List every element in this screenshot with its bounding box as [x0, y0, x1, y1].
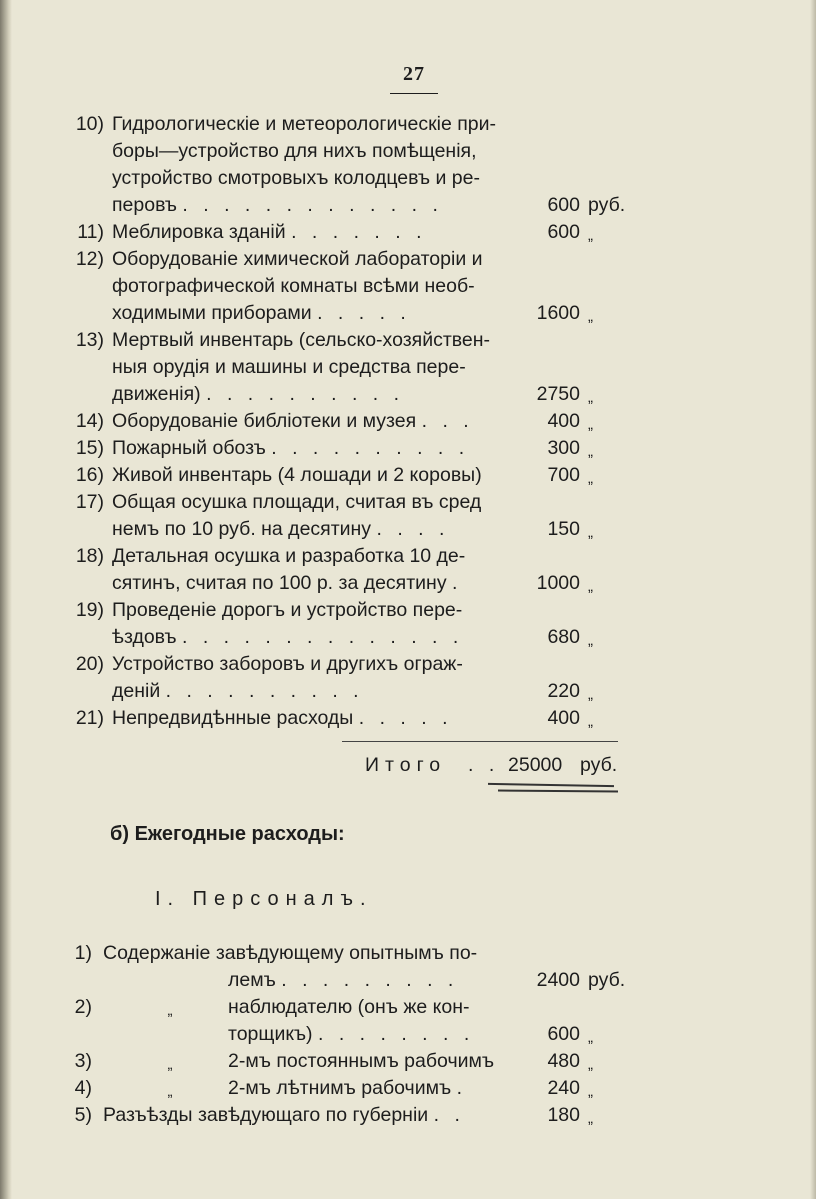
- item-number: 17): [75, 491, 104, 513]
- item-text-last: немъ по 10 руб. на десятину . . . .: [112, 518, 450, 540]
- item-amount: 600: [547, 221, 580, 243]
- subsection-heading: I. Персоналъ.: [155, 888, 373, 910]
- item-amount: 600: [547, 194, 580, 216]
- item-number: 12): [75, 248, 104, 270]
- ditto-mark: „: [588, 578, 593, 595]
- ditto-mark: „: [588, 227, 593, 244]
- page-edge-left: [0, 0, 12, 1199]
- item-number: 19): [75, 599, 104, 621]
- ditto-mark: „: [588, 416, 593, 433]
- item-amount: 400: [547, 707, 580, 729]
- item-text-line: Гидрологическіе и метеорологическіе при-: [112, 113, 497, 135]
- item-unit: руб.: [588, 969, 626, 991]
- item-amount: 2400: [536, 969, 580, 991]
- item-amount: 150: [547, 518, 580, 540]
- item-number: 10): [75, 113, 104, 135]
- item-amount: 600: [547, 1023, 580, 1045]
- item-number: 14): [75, 410, 104, 432]
- item-text-last: перовъ . . . . . . . . . . . . .: [112, 194, 443, 216]
- item-text-line: Проведеніе дорогъ и устройство пере-: [112, 599, 463, 621]
- item-text-last: торщикъ) . . . . . . . .: [228, 1023, 475, 1045]
- item-text-line: Детальная осушка и разработка 10 де-: [112, 545, 466, 567]
- total-amount: 25000: [508, 754, 563, 776]
- item-text-last: ходимыми приборами . . . . .: [112, 302, 411, 324]
- item-text-last: Меблировка зданій . . . . . . .: [112, 221, 427, 243]
- item-number: 20): [75, 653, 104, 675]
- item-text-line: Устройство заборовъ и другихъ ограж-: [112, 653, 463, 675]
- total-label: Итого: [365, 754, 447, 776]
- page-number-rule: [390, 93, 438, 94]
- ditto-mark: „: [588, 389, 593, 406]
- item-number: 11): [77, 221, 104, 243]
- item-number: 15): [75, 437, 104, 459]
- item-unit: руб.: [588, 194, 626, 216]
- ditto-mark: „: [588, 1083, 593, 1100]
- item-amount: 240: [547, 1077, 580, 1099]
- ditto-mark: „: [588, 686, 593, 703]
- item-number: 3): [74, 1050, 92, 1072]
- item-text-last: сятинъ, считая по 100 р. за десятину .: [112, 572, 463, 594]
- item-amount: 1600: [536, 302, 580, 324]
- item-amount: 220: [547, 680, 580, 702]
- item-amount: 700: [547, 464, 580, 486]
- ditto-mark: „: [588, 1029, 593, 1046]
- item-number: 1): [74, 942, 92, 964]
- item-text-last: Разъѣзды завѣдующаго по губерніи . .: [103, 1104, 465, 1126]
- ditto-mark: „: [588, 443, 593, 460]
- total-double-rule: [488, 783, 614, 787]
- item-number: 4): [74, 1077, 92, 1099]
- ditto-mark: „: [167, 1083, 173, 1100]
- item-text-last: Оборудованіе библіотеки и музея . . .: [112, 410, 474, 432]
- ditto-mark: „: [588, 524, 593, 541]
- item-text-line: Мертвый инвентарь (сельско-хозяйствен-: [112, 329, 491, 351]
- item-text-last: ѣздовъ . . . . . . . . . . . . . .: [112, 626, 464, 648]
- item-amount: 680: [547, 626, 580, 648]
- ditto-mark: „: [167, 1056, 173, 1073]
- ditto-mark: „: [588, 632, 593, 649]
- page-number: 27: [403, 63, 425, 85]
- ditto-mark: „: [588, 470, 593, 487]
- total-double-rule: [498, 789, 618, 792]
- item-text-last: 2-мъ лѣтнимъ рабочимъ .: [228, 1077, 468, 1099]
- item-text-line: Содержаніе завѣдующему опытнымъ по-: [103, 942, 478, 964]
- item-text-last: Непредвидѣнные расходы . . . . .: [112, 707, 453, 729]
- item-text-line: боры—устройство для нихъ помѣщенія,: [112, 140, 477, 162]
- total-dots: . .: [468, 754, 500, 776]
- item-number: 21): [75, 707, 104, 729]
- item-amount: 2750: [536, 383, 580, 405]
- total-separator-rule: [342, 741, 618, 742]
- item-text-last: лемъ . . . . . . . . .: [228, 969, 459, 991]
- ditto-mark: „: [588, 308, 593, 325]
- section-heading: б) Ежегодные расходы:: [110, 823, 345, 845]
- total-unit: руб.: [580, 754, 618, 776]
- ditto-mark: „: [167, 1002, 173, 1019]
- item-text-line: Общая осушка площади, считая въ сред: [112, 491, 482, 513]
- ditto-mark: „: [588, 1056, 593, 1073]
- item-text-last: движенія) . . . . . . . . . .: [112, 383, 405, 405]
- ditto-mark: „: [588, 713, 593, 730]
- item-text-line: наблюдателю (онъ же кон-: [228, 996, 470, 1018]
- item-text-line: устройство смотровыхъ колодцевъ и ре-: [112, 167, 480, 189]
- item-amount: 180: [547, 1104, 580, 1126]
- item-text-last: Пожарный обозъ . . . . . . . . . .: [112, 437, 470, 459]
- item-amount: 480: [547, 1050, 580, 1072]
- item-number: 2): [74, 996, 92, 1018]
- item-text-last: деній . . . . . . . . . .: [112, 680, 364, 702]
- item-number: 18): [75, 545, 104, 567]
- item-text-last: 2-мъ постояннымъ рабочимъ: [228, 1050, 495, 1072]
- item-number: 13): [75, 329, 104, 351]
- item-amount: 400: [547, 410, 580, 432]
- item-text-line: Оборудованіе химической лабораторіи и: [112, 248, 483, 270]
- item-amount: 1000: [536, 572, 580, 594]
- item-amount: 300: [547, 437, 580, 459]
- item-number: 16): [75, 464, 104, 486]
- item-text-line: фотографической комнаты всѣми необ-: [112, 275, 475, 297]
- item-number: 5): [74, 1104, 92, 1126]
- item-text-last: Живой инвентарь (4 лошади и 2 коровы): [112, 464, 482, 486]
- page-edge-right: [810, 0, 816, 1199]
- item-text-line: ныя орудія и машины и средства пере-: [112, 356, 466, 378]
- ditto-mark: „: [588, 1110, 593, 1127]
